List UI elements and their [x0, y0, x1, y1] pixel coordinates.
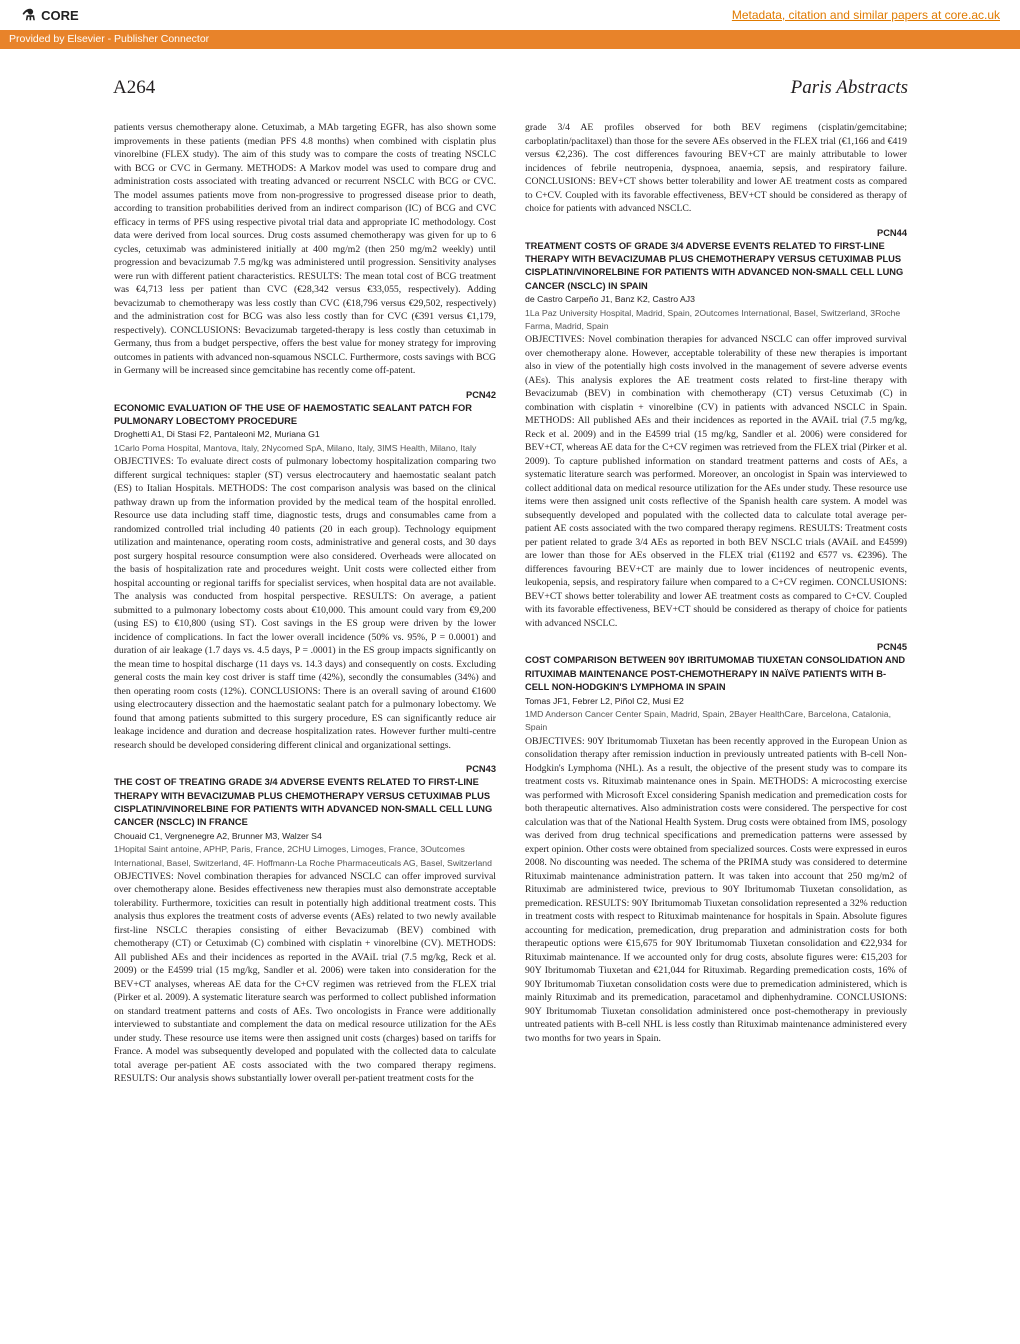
page-number: A264: [113, 77, 156, 98]
abstract-affiliations: 1Hopital Saint antoine, APHP, Paris, France, 2CHU Limoges, Limoges, France, 3Outcomes International, Basel, Switzerland, 4F. Hoffmann-La Roche Pharmaceuticals AG, Basel, Switzerland: [114, 844, 492, 868]
core-logo-text: CORE: [41, 8, 79, 23]
core-logo-icon: ⚗: [22, 7, 36, 24]
abstract-code: PCN43: [466, 764, 496, 775]
abstract-title: TREATMENT COSTS OF GRADE 3/4 ADVERSE EVENTS RELATED TO FIRST-LINE THERAPY WITH BEVACIZUMAB PLUS CHEMOTHERAPY VERSUS CETUXIMAB PLUS CISPLATIN/VINORELBINE FOR PATIENTS WITH ADVANCED NON-SMALL CELL LUNG CANCER (NSCLC) IN SPAIN: [525, 240, 904, 291]
abstract-affiliations: 1Carlo Poma Hospital, Mantova, Italy, 2Nycomed SpA, Milano, Italy, 3IMS Health, Milano, Italy: [114, 442, 477, 453]
abstract-body: OBJECTIVES: To evaluate direct costs of pulmonary lobectomy hospitalization comparing two different surgical techniques: stapler (ST) versus electrocautery and haemostatic sealant patch (ES) to Italian Hospitals. METHODS: The cost comparison analysis was based on the clinical pathway drawn up from the information provided by the medical team of the hospital enrolled. Resource use data including staff time, diagnostic tests, drugs and consumables came from a randomized controlled trial including 40 patients (20 in each group). Technology equipment utilization and maintenance, operating room costs, administrative and general costs, and 30 days post surgery hospital resource consumption were also considered. Overheads were allocated on the basis of hospitalization rate and procedures weight. Unit costs were collected either from hospital accounting or regional tariffs for specialist services, when hospital data are not available. The analysis was conducted from hospital perspective. RESULTS: On average, a patient submitted to a pulmonary lobectomy costs about €10,000. This amount could vary from €9,200 (using ES) to €10,800 (using ST). Cost savings in the ES group were driven by the lower incidence of complications. In fact the lower overall incidence (50% vs. 95%, P = 0.0001) and duration of air leakage (1.7 days vs. 4.5 days, P = .0001) in the ES group impacts significantly on the mean time to hospital discharge (11 days vs. 14.3 days) and consequently on costs. Excluding general costs the main key cost driver is staff time (42%), secondly the consumables (34%) and then operating room costs (12%). CONCLUSIONS: There is an overall saving of around €1600 using electrocautery dissection and the haemostatic sealant patch for a pulmonary lobectomy. We found that among patients submitted to this surgery procedure, ES can significantly reduce air leakage incidence and duration and decrease hospitalization rates. However further multi-centre research should be developed considering different clinical and organizational settings.: [114, 456, 496, 751]
core-header: [0, 0, 1020, 30]
abstract-body: OBJECTIVES: Novel combination therapies for advanced NSCLC can offer improved survival over chemotherapy alone. However, acceptable tolerability of these new therapies is important also in view of the potentially high costs involved in the management of severe adverse events (AEs). This analysis explores the AE treatment costs related to first-line therapy with Bevacizumab (BEV) in combination with chemotherapy (CT) versus Cetuximab (C) in combination with cisplatin + vinorelbine (CV) in patients with advanced NSCLC in Spain. METHODS: All published AEs and their incidences as reported in the AVAiL trial (7.5 mg/kg, Reck et al. 2009) and in the E4599 trial (15 mg/kg, Sandler et al. 2006) were considered for BEV+CT, whereas AE data for the C+CV regimen was retrieved from the FLEX trial (Pirker et al. 2009). To capture published information on standard treatment patterns and costs of AEs, a systematic literature search was performed. Moreover, an oncologist in Spain was interviewed to collect additional data on medical resource utilization for the AEs under study. These resource use items were then assigned unit costs reflective of the Spanish health care system. A model was subsequently developed and populated with the collected data to calculate total average per-patient AE costs associated with the two compared therapy regimens. RESULTS: Treatment costs per patient related to grade 3/4 AEs as reported in both BEV NSCLC trials (AVAiL and E4599) are lower than those for AEs observed in the FLEX trial (€1192 and €577 vs. €2396). The differences favouring BEV+CT are mainly due to lower incidences of neutropenic events, leukopenia, sepsis, and respiratory failure when compared to a C+CV regimen. CONCLUSIONS: BEV+CT shows better tolerability and lower AE treatment costs as compared to C+CV. Coupled with its favorable effectiveness, BEV+CT should be considered as therapy of choice for patients with advanced NSCLC.: [525, 334, 907, 629]
running-title: Paris Abstracts: [790, 77, 908, 98]
core-logo[interactable]: [22, 6, 79, 24]
abstract-body: OBJECTIVES: Novel combination therapies for advanced NSCLC can offer improved survival over chemotherapy alone. Besides effectiveness new therapies must also demonstrate acceptable tolerability. Furthermore, toxicities can result in potentially high additional treatment costs. This analysis thus explores the treatment costs of adverse events (AEs) related to two newly available first-line NSCLC therapies consisting of either Bevacizumab (BEV) combined with chemotherapy (CT) or Cetuximab (C) combined with cisplatin + vinorelbine (CV). METHODS: All published AEs and their incidences as reported in the AVAiL trial (7.5 mg/kg, Reck et al. 2009) or the E4599 trial (15 mg/kg, Sandler et al. 2006) were taken into consideration for the BEV+CT analyses, whereas AE data for the C+CV regimen was retrieved from the FLEX trial (Pirker et al. 2009). A systematic literature search was performed to collect published information on standard treatment patterns and costs of AEs. Two oncologists in France were additionally interviewed to substantiate and complement the data on medical resource utilization for the AEs under study. These resource use items were then assigned unit costs (charges) based on tariffs for France. A model was subsequently developed and populated with the collected data to calculate total average per-patient AE costs associated with the two compared therapy regimens. RESULTS: Our analysis shows substantially lower overall per-patient treatment costs for the: [114, 870, 496, 1085]
abstract-authors: Chouaid C1, Vergnenegre A2, Brunner M3, Walzer S4: [114, 830, 322, 841]
abstract-body: OBJECTIVES: 90Y Ibritumomab Tiuxetan has been recently approved in the European Union as consolidation therapy after remission induction in previously untreated patients with B-cell Non-Hodgkin's Lymphoma (NHL). As a result, the objective of the present study was to compare its treatment costs vs. Rituximab maintenance ones in Spain. METHODS: A microcosting exercise was performed with Microsoft Excel considering Spanish medication and premedication costs for both therapeutic alternatives. Also administration costs were considered. The perspective for cost calculation was that of the National Health System. Drug costs were obtained from IMS, posology was derived from drug technical specifications and premedication patterns were assessed by expert opinion. Other costs were obtained from specialized sources. Costs were expressed in euros 2008. No discounting was needed. The schema of the PRIMA study was considered to determine Rituximab maintenance administration pattern. It was taken into account that 250 mg/m2 of Rituximab are administered twice, previous to 90Y Ibritumomab Tiuxetan consolidation, as premedication. RESULTS: 90Y Ibritumomab Tiuxetan consolidation represented a 32% reduction in treatment costs with respect to Rituximab maintenance for hospitals in Spain. Absolute figures accounting for medication, premedication, drug preparation and administration costs for both therapeutic options were €15,675 for 90Y Ibritumomab Tiuxetan consolidation and €22,934 for Rituximab maintenance. If we accounted only for drug costs, absolute figures were: €15,203 for 90Y Ibritumomab Tiuxetan and €21,044 for Rituximab. Regarding premedication costs, 16% of 90Y Ibritumomab Tiuxetan consolidation costs were due to premedication administered, which is mainly Rituximab and its premedication, paracetamol and diphenhydramine. CONCLUSIONS: 90Y Ibritumomab Tiuxetan consolidation administered once post-chemotherapy in previously untreated patients with B-cell NHL is less costly than Rituximab maintenance administered every two months for two years in Spain.: [525, 735, 907, 1044]
abstract-authors: de Castro Carpeño J1, Banz K2, Castro AJ3: [525, 294, 695, 305]
abstract-title: THE COST OF TREATING GRADE 3/4 ADVERSE EVENTS RELATED TO FIRST-LINE THERAPY WITH BEVACIZUMAB PLUS CHEMOTHERAPY VERSUS CETUXIMAB PLUS CISPLATIN/VINORELBINE FOR PATIENTS WITH ADVANCED NON-SMALL CELL LUNG CANCER (NSCLC) IN FRANCE: [114, 777, 493, 828]
provider-text: Provided by Elsevier - Publisher Connector: [9, 33, 210, 45]
abstract-code: PCN42: [466, 389, 496, 400]
left-intro-text: patients versus chemotherapy alone. Cetuximab, a MAb targeting EGFR, has also shown some improvements in these patients (median PFS 4.8 months) when combined with cisplatin plus vinorelbine (FLEX study). The aim of this study was to compare the costs of treating NSCLC with BCG or CVC in Germany. METHODS: A Markov model was used to compare drug and administration costs associated with treating advanced or recurrent NSCLC with BCG or CVC. The model assumes patients move from non-progressive to progressed disease prior to death, according to transition probabilities derived from an indirect comparison (IC) of BCG and CVC efficacy in terms of PFS using respective pivotal trial data and appropriate IC methodology. Cost data were derived from local sources. Drug costs assumed chemotherapy was given for up to 6 cycles, cetuximab was administered initially at 400 mg/m2 (then 250 mg/m2 weekly) until progression and bevacizumab 7.5 mg/kg was administered until progression. Sensitivity analyses were run with different patient characteristics. RESULTS: The mean total cost of BCG treatment was €4,713 less per patient than CVC (€28,342 versus €33,055, respectively). Adding bevacizumab to chemotherapy was less costly than CVC (€18,796 versus €29,502, respectively) and the administration cost for BCG was also less costly than for CVC (€391 versus €1,179, respectively). CONCLUSIONS: Bevacizumab targeted-therapy is less costly than cetuximab in Germany, thus from a budget perspective, offers the best value for money strategy for improving outcomes in patients with advanced non-squamous NSCLC. Furthermore, costs savings with BCG in Germany will be increased since gemcitabine has recently come off-patent.: [114, 122, 496, 376]
abstract-title: ECONOMIC EVALUATION OF THE USE OF HAEMOSTATIC SEALANT PATCH FOR PULMONARY LOBECTOMY PROCEDURE: [114, 402, 472, 426]
abstract-code: PCN44: [877, 227, 907, 238]
right-column: [525, 121, 907, 1045]
abstract-code: PCN45: [877, 642, 907, 653]
right-intro-text: grade 3/4 AE profiles observed for both BEV regimens (cisplatin/gemcitabine; carboplatin/paclitaxel) than those for the severe AEs observed in the FLEX trial (€1,166 and €419 versus €2,236). The cost differences favouring BEV+CT are mainly attributable to lower incidences of febrile neutropenia, dyspnoea, anaemia, sepsis, and respiratory failure. CONCLUSIONS: BEV+CT shows better tolerability and lower AE treatment costs as compared to C+CV. Coupled with its favorable effectiveness, BEV+CT should be considered as therapy of choice for patients with advanced NSCLC.: [525, 122, 907, 214]
core-metadata-link[interactable]: Metadata, citation and similar papers at core.ac.uk: [731, 8, 1000, 22]
abstract-affiliations: 1MD Anderson Cancer Center Spain, Madrid, Spain, 2Bayer HealthCare, Barcelona, Catalonia, Spain: [525, 708, 892, 733]
abstract-authors: Tomas JF1, Febrer L2, Piñol C2, Musi E2: [525, 695, 684, 706]
abstract-authors: Droghetti A1, Di Stasi F2, Pantaleoni M2, Muriana G1: [114, 429, 320, 440]
abstract-title: COST COMPARISON BETWEEN 90Y IBRITUMOMAB TIUXETAN CONSOLIDATION AND RITUXIMAB MAINTENANCE POST-CHEMOTHERAPY IN NAÏVE PATIENTS WITH B-CELL NON-HODGKIN'S LYMPHOMA IN SPAIN: [525, 655, 906, 693]
left-column: [114, 121, 496, 1086]
provider-bar: [0, 30, 1020, 49]
abstract-affiliations: 1La Paz University Hospital, Madrid, Spain, 2Outcomes International, Basel, Switzerland, 3Roche Farma, Madrid, Spain: [525, 307, 901, 331]
